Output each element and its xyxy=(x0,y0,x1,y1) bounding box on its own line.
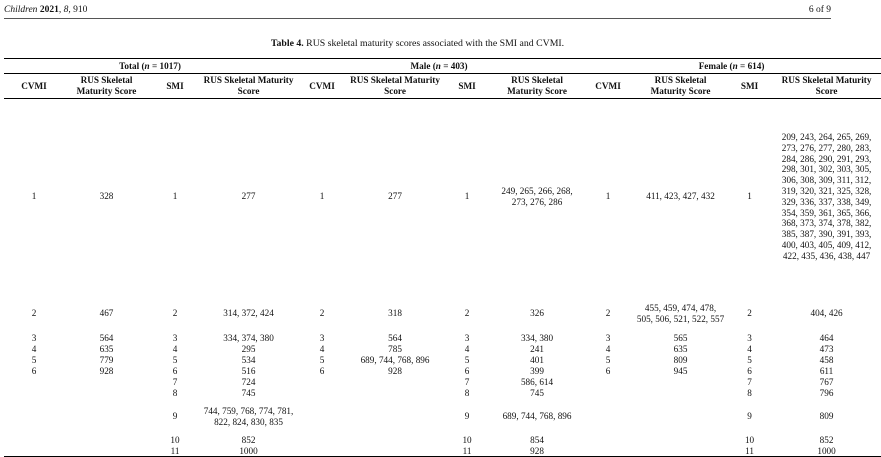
table-cell: 852 xyxy=(241,434,256,445)
table-cell: 1 xyxy=(464,191,470,202)
table-body xyxy=(4,99,881,457)
table-cell: 7 xyxy=(464,376,470,387)
table-cell: 6 xyxy=(464,365,470,376)
table-cell: 796 xyxy=(819,387,834,398)
table-cell: 10 xyxy=(462,434,472,445)
table-cell: 9 xyxy=(464,411,470,422)
table-cell: 744, 759, 768, 774, 781, 822, 824, 830, 835 xyxy=(203,405,294,427)
table-caption-text: RUS skeletal maturity scores associated with the SMI and CVMI. xyxy=(306,38,565,49)
table-cell: 277 xyxy=(241,191,256,202)
table-cell: 1000 xyxy=(201,446,296,457)
table-cell: 10 xyxy=(744,434,755,445)
column-header: SMI xyxy=(442,74,492,99)
table-cell: 5 xyxy=(747,354,752,365)
table-cell xyxy=(296,446,348,457)
column-header: CVMI xyxy=(582,74,634,99)
table-cell: 334, 374, 380 xyxy=(223,332,274,343)
table-cell xyxy=(64,446,149,457)
table-row xyxy=(4,366,881,377)
table-cell: 565 xyxy=(673,332,688,343)
table-cell: 11 xyxy=(727,446,772,457)
table-row xyxy=(4,295,881,333)
table-cell: 10 xyxy=(170,434,180,445)
table-cell xyxy=(634,388,727,399)
table-cell: 8 xyxy=(464,387,470,398)
table-cell: 534 xyxy=(241,354,256,365)
column-header: RUS Skeletal Maturity Score xyxy=(201,74,296,99)
table-cell: 404, 426 xyxy=(810,308,843,319)
table-cell: 8 xyxy=(172,387,178,398)
table-cell: 767 xyxy=(819,376,834,387)
table-row xyxy=(4,388,881,399)
table-cell xyxy=(296,399,348,435)
table-cell: 4 xyxy=(172,343,178,354)
table-cell: 11 xyxy=(442,446,492,457)
table-cell: 295 xyxy=(241,343,256,354)
group-header-total: Total (n = 1017) xyxy=(4,59,296,74)
table-cell: 277 xyxy=(388,191,402,202)
table-cell: 314, 372, 424 xyxy=(223,308,274,319)
table-cell: 1 xyxy=(319,191,325,202)
table-cell: 6 xyxy=(605,365,611,376)
table-cell: 399 xyxy=(530,365,544,376)
table-cell: 6 xyxy=(319,365,325,376)
table-cell: 745 xyxy=(241,387,256,398)
table-cell: 7 xyxy=(172,376,178,387)
table-cell: 6 xyxy=(172,365,178,376)
table-cell: 6 xyxy=(747,365,752,376)
table-row xyxy=(4,333,881,344)
table-cell: 945 xyxy=(673,365,688,376)
table-cell xyxy=(348,399,442,435)
table-cell: 2 xyxy=(747,308,752,319)
table-cell: 3 xyxy=(747,332,752,343)
table-cell: 689, 744, 768, 896 xyxy=(502,411,572,422)
table-label: Table 4. xyxy=(270,38,304,49)
table-caption xyxy=(0,38,835,49)
table-cell: 11 xyxy=(149,446,201,457)
column-header: RUS Skeletal Maturity Score xyxy=(492,74,582,99)
column-header: RUS Skeletal Maturity Score xyxy=(634,74,727,99)
table-cell: 1 xyxy=(747,191,752,202)
column-header-row xyxy=(4,74,881,99)
table-cell: 928 xyxy=(492,446,582,457)
page-number: 6 of 9 xyxy=(808,5,831,15)
table-cell xyxy=(4,388,64,399)
table-cell: 785 xyxy=(388,343,402,354)
group-header-female: Female (n = 614) xyxy=(582,59,881,74)
table-cell xyxy=(582,388,634,399)
table-cell: 318 xyxy=(388,308,402,319)
table-cell xyxy=(634,399,727,435)
table-cell: 1000 xyxy=(772,446,881,457)
table-cell: 809 xyxy=(673,354,688,365)
column-header: SMI xyxy=(727,74,772,99)
header-rule xyxy=(4,18,831,19)
table-cell: 635 xyxy=(673,343,688,354)
maturity-score-table xyxy=(4,58,881,457)
table-cell xyxy=(348,388,442,399)
table-cell xyxy=(4,446,64,457)
table-cell: 455, 459, 474, 478, 505, 506, 521, 522, 557 xyxy=(636,302,725,324)
table-cell: 4 xyxy=(319,343,325,354)
column-header: CVMI xyxy=(296,74,348,99)
table-cell: 467 xyxy=(99,308,114,319)
table-cell: 689, 744, 768, 896 xyxy=(360,354,430,365)
group-header-row xyxy=(4,59,881,74)
column-header: RUS Skeletal Maturity Score xyxy=(64,74,149,99)
table-cell: 564 xyxy=(99,332,114,343)
table-cell xyxy=(4,399,64,435)
table-cell xyxy=(582,377,634,388)
table-cell: 5 xyxy=(464,354,470,365)
table-cell: 3 xyxy=(605,332,611,343)
table-cell: 2 xyxy=(172,308,178,319)
table-cell: 564 xyxy=(388,332,402,343)
table-cell xyxy=(634,377,727,388)
table-row xyxy=(4,399,881,435)
table-cell xyxy=(296,388,348,399)
column-header: CVMI xyxy=(4,74,64,99)
table-cell: 5 xyxy=(172,354,178,365)
table-cell: 328 xyxy=(99,191,114,202)
table-cell: 854 xyxy=(530,434,544,445)
table-cell: 9 xyxy=(172,411,178,422)
table-cell xyxy=(4,435,64,446)
table-cell xyxy=(296,377,348,388)
table-cell: 4 xyxy=(605,343,611,354)
table-cell: 2 xyxy=(464,308,470,319)
table-row xyxy=(4,355,881,366)
table-cell xyxy=(634,446,727,457)
table-cell: 3 xyxy=(172,332,178,343)
table-cell: 3 xyxy=(319,332,325,343)
table-cell xyxy=(634,435,727,446)
table-cell: 635 xyxy=(99,343,114,354)
table-row xyxy=(4,344,881,355)
table-cell xyxy=(64,377,149,388)
table-cell: 401 xyxy=(530,354,544,365)
column-header: RUS Skeletal Maturity Score xyxy=(348,74,442,99)
table-cell: 1 xyxy=(31,191,37,202)
table-cell: 334, 380 xyxy=(520,332,554,343)
table-row xyxy=(4,446,881,457)
table-cell: 745 xyxy=(530,387,544,398)
table-cell: 2 xyxy=(31,308,37,319)
table-cell: 516 xyxy=(241,365,256,376)
table-cell xyxy=(348,435,442,446)
table-cell: 7 xyxy=(747,376,752,387)
table-cell: 852 xyxy=(819,434,834,445)
table-cell: 1 xyxy=(605,191,611,202)
table-cell: 4 xyxy=(31,343,37,354)
table-cell: 724 xyxy=(241,376,256,387)
table-row xyxy=(4,435,881,446)
table-cell xyxy=(64,388,149,399)
journal-citation: Children 2021, 8, 910 xyxy=(4,5,88,15)
table-cell: 928 xyxy=(99,365,114,376)
table-cell: 809 xyxy=(819,411,834,422)
table-cell: 5 xyxy=(31,354,37,365)
table-cell xyxy=(348,377,442,388)
table-cell xyxy=(582,446,634,457)
table-cell: 473 xyxy=(819,343,834,354)
table-cell: 928 xyxy=(388,365,402,376)
table-cell: 1 xyxy=(172,191,178,202)
table-cell: 586, 614 xyxy=(520,376,554,387)
table-cell: 6 xyxy=(31,365,37,376)
table-cell: 209, 243, 264, 265, 269, 273, 276, 277, 280, 283, 284, 286, 290, 291, 293, 298, 301, 302, 303, 305, 306, 308, 309, 311, 312, 319, 320, 321, 325, 328, 329, 336, 337, 338, 349, 354, 359, 361, 365, 366, 368, 373, 374, 378, 382, 385, 387, 390, 391, 393, 400, 403, 405, 409, 412, 422, 435, 436, 438, 447 xyxy=(781,131,872,261)
table-cell: 2 xyxy=(319,308,325,319)
table-cell: 8 xyxy=(747,387,752,398)
column-header: SMI xyxy=(149,74,201,99)
table-row xyxy=(4,99,881,295)
table-cell xyxy=(296,435,348,446)
table-row xyxy=(4,377,881,388)
table-cell: 779 xyxy=(99,354,114,365)
table-cell: 458 xyxy=(819,354,834,365)
table-cell xyxy=(582,435,634,446)
table-cell: 9 xyxy=(747,411,752,422)
table-cell: 326 xyxy=(530,308,544,319)
table-cell xyxy=(4,377,64,388)
group-header-male: Male (n = 403) xyxy=(296,59,582,74)
table-cell xyxy=(348,446,442,457)
table-cell: 5 xyxy=(605,354,611,365)
table-cell: 3 xyxy=(464,332,470,343)
table-cell xyxy=(64,399,149,435)
table-cell: 4 xyxy=(747,343,752,354)
table-cell xyxy=(64,435,149,446)
table-cell: 249, 265, 266, 268, 273, 276, 286 xyxy=(501,185,573,207)
table-cell: 2 xyxy=(605,308,611,319)
table-cell: 4 xyxy=(464,343,470,354)
table-cell: 3 xyxy=(31,332,37,343)
table-cell: 5 xyxy=(319,354,325,365)
column-header: RUS Skeletal Maturity Score xyxy=(772,74,881,99)
table-cell: 464 xyxy=(819,332,834,343)
table-cell: 611 xyxy=(819,365,834,376)
table-cell: 241 xyxy=(530,343,544,354)
table-cell xyxy=(582,399,634,435)
table-cell: 411, 423, 427, 432 xyxy=(646,191,715,202)
running-header xyxy=(4,2,831,18)
